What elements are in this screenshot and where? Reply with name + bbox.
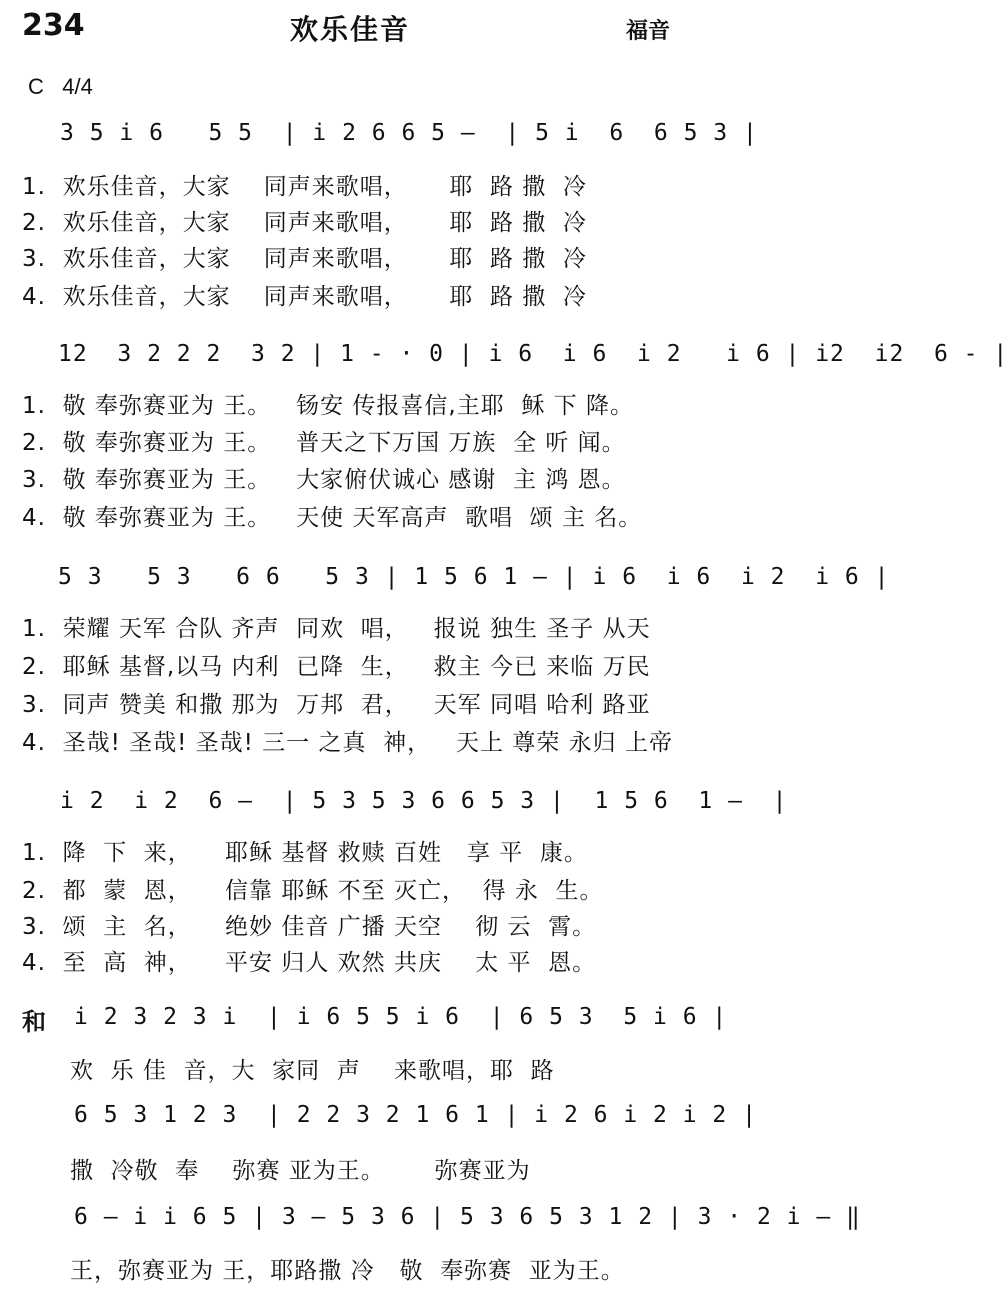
hymn-number: 234 [22,8,85,43]
verse-line: 1. 敬 奉弥赛亚为 王。 钖安 传报喜信,主耶 稣 下 降。 [22,393,634,419]
verse-line: 4. 圣哉! 圣哉! 圣哉! 三一 之真 神， 天上 尊荣 永归 上帝 [22,730,673,756]
chorus-label: 和 [22,1008,46,1036]
chorus-notation-line: i 2 3 2 3 i | i 6 5 5 i 6 | 6 5 3 5 i 6 | [74,1004,728,1030]
key-signature: C 4/4 [28,74,93,99]
verse-line: 1. 欢乐佳音，大家 同声来歌唱， 耶 路 撒 冷 [22,174,587,200]
verse-line: 4. 至 高 神， 平安 归人 欢然 共庆 太 平 恩。 [22,950,597,976]
verse-line: 4. 欢乐佳音，大家 同声来歌唱， 耶 路 撒 冷 [22,284,587,310]
chorus-lyric-line: 欢 乐 佳 音，大 家同 声 来歌唱，耶 路 [70,1058,555,1084]
chorus-notation-line: 6 — i i 6 5 | 3 — 5 3 6 | 5 3 6 5 3 1 2 | 3 · 2 i — ‖ [74,1204,861,1230]
notation-line: 12 3 2 2 2 3 2 | 1 - · 0 | i 6 i 6 i 2 i 6 | i2 i2 6 - | [58,341,1008,367]
verse-line: 3. 敬 奉弥赛亚为 王。 大家俯伏诚心 感谢 主 鸿 恩。 [22,467,626,493]
verse-line: 4. 敬 奉弥赛亚为 王。 天使 天军高声 歌唱 颂 主 名。 [22,505,643,531]
hymn-category: 福音 [626,19,671,44]
notation-line: 3 5 i 6 5 5 | i 2 6 6 5 — | 5 i 6 6 5 3 | [60,120,758,146]
notation-line: i 2 i 2 6 — | 5 3 5 3 6 6 5 3 | 1 5 6 1 — | [60,788,788,814]
chorus-notation-line: 6 5 3 1 2 3 | 2 2 3 2 1 6 1 | i 2 6 i 2 i 2 | [74,1102,757,1128]
verse-line: 2. 都 蒙 恩， 信靠 耶稣 不至 灭亡， 得 永 生。 [22,878,604,904]
verse-line: 3. 颂 主 名， 绝妙 佳音 广播 天空 彻 云 霄。 [22,914,597,940]
verse-line: 2. 敬 奉弥赛亚为 王。 普天之下万国 万族 全 听 闻。 [22,430,626,456]
chorus-lyric-line: 撒 冷敬 奉 弥赛 亚为王。 弥赛亚为 [70,1158,531,1184]
notation-line: 5 3 5 3 6 6 5 3 | 1 5 6 1 — | i 6 i 6 i 2 i 6 | [58,564,890,590]
verse-line: 2. 耶稣 基督,以马 内利 已降 生， 救主 今已 来临 万民 [22,654,651,680]
verse-line: 1. 荣耀 天军 合队 齐声 同欢 唱， 报说 独生 圣子 从天 [22,616,651,642]
verse-line: 3. 同声 赞美 和撒 那为 万邦 君， 天军 同唱 哈利 路亚 [22,692,651,718]
chorus-lyric-line: 王，弥赛亚为 王，耶路撒 冷 敬 奉弥赛 亚为王。 [70,1258,625,1284]
verse-line: 3. 欢乐佳音，大家 同声来歌唱， 耶 路 撒 冷 [22,246,587,272]
verse-line: 2. 欢乐佳音，大家 同声来歌唱， 耶 路 撒 冷 [22,210,587,236]
hymn-title: 欢乐佳音 [290,13,411,46]
verse-line: 1. 降 下 来， 耶稣 基督 救赎 百姓 享 平 康。 [22,840,588,866]
